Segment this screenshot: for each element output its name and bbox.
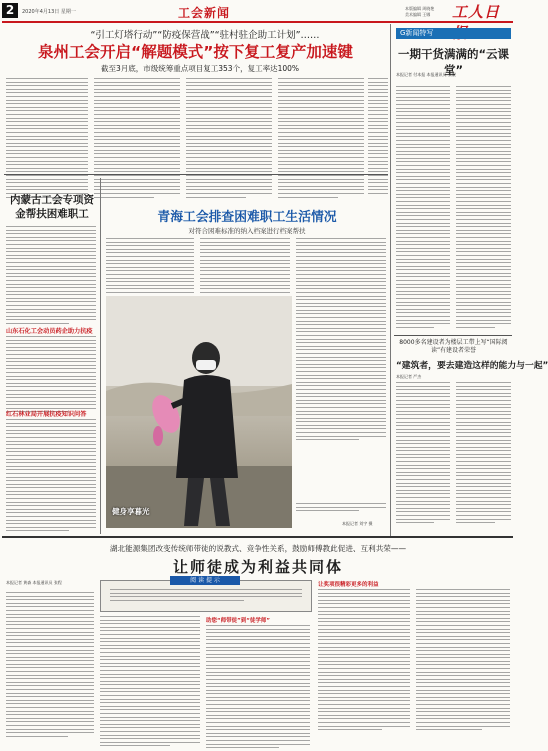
editor-line-2: 美术编辑 王娜: [405, 12, 431, 17]
feature-body-3: [296, 238, 386, 443]
photo-caption-body: [296, 503, 386, 514]
bottom-body-4: [318, 589, 410, 733]
page-number: 2: [5, 3, 15, 17]
bottom-byline: 本报记者 黄森 本报通讯员 张程: [6, 580, 62, 585]
sidebar-divider: [390, 24, 391, 536]
feature-subhead: 对符合困难标准的纳入档案进行档案帮扶: [188, 227, 306, 235]
lead-headline: 泉州工会开启“解题模式”按下复工复产加速键: [38, 43, 353, 61]
sidebar-sub-headline: “建筑者，要去建造这样的能力与一起”: [396, 361, 548, 371]
lead-kicker: “引工灯塔行动”“防疫保营战”“驻村驻企助工计划”……: [90, 30, 320, 41]
masthead-rule: [2, 21, 513, 23]
left-column-divider: [100, 178, 101, 534]
bottom-right-title: 让奖项很精彩更多的利益: [318, 582, 379, 588]
lead-body-col-5: [368, 78, 388, 197]
sidebar-sub-title: 8000多名建设者为楼层工带上写“国际阅读”有建设者荣誉: [399, 339, 508, 354]
feature-photo: [106, 296, 292, 528]
editor-line-1: 本版编辑 周晓艳: [405, 6, 435, 11]
lead-body-col-2: [94, 78, 180, 200]
bottom-headline: 让师徒成为利益共同体: [172, 558, 343, 576]
sidebar-byline: 本报记者 付本报 本报通讯员 张毅: [396, 72, 456, 77]
bottom-body-5: [416, 589, 510, 733]
sidebar-body-1: [396, 86, 450, 330]
sidebar-sub-byline: 本报记者 严杰: [396, 374, 422, 379]
brief3-title: 红石林业局开展抗疫知识问答: [6, 411, 87, 418]
reading-tips-title: 阅 读 提 示: [170, 576, 240, 585]
photo-scene: [106, 296, 292, 528]
photo-caption: 健身享暮光: [112, 507, 150, 516]
brief2-title: 山东石化工会动员药企助力抗疫: [6, 328, 93, 335]
left-column-rule: [4, 174, 388, 175]
sidebar-sub-rule: [394, 335, 512, 336]
feature-headline: 青海工会排查困难职工生活情况: [157, 210, 337, 225]
sidebar-body-2: [456, 86, 511, 330]
sidebar-badge: G新闻特写: [396, 28, 511, 39]
brief2-body: [6, 336, 96, 415]
lead-body-col-4: [278, 78, 364, 200]
sidebar-sub-body-1: [396, 382, 450, 526]
bottom-body-1: [6, 592, 94, 739]
lead-body-col-3: [186, 78, 272, 200]
bottom-top-rule: [2, 536, 513, 538]
paper-logo: 工人日: [452, 3, 501, 21]
bottom-mid-title: 助您“师带徒”到“徒学师”: [206, 618, 270, 624]
bottom-body-3: [206, 625, 310, 751]
sidebar-sub-body-2: [456, 382, 511, 526]
lead-body-col-1: [6, 78, 88, 200]
brief3-body: [6, 419, 96, 534]
date-line: 2020年4月13日 星期一: [22, 9, 76, 15]
photo-credit: 本报记者 刘宇 摄: [342, 521, 373, 526]
section-title: 工会新闻: [178, 6, 231, 20]
lead-subhead: 截至3月底，市级统筹重点项目复工353个，复工率达100%: [100, 64, 300, 73]
brief1-title: 内蒙古工会专项资金帮扶困难职工: [10, 194, 94, 220]
sidebar-headline: 一期干货满满的“云课堂”: [397, 47, 510, 77]
bottom-body-2: [100, 616, 200, 749]
bottom-kicker: 湖北能源集团改变传统师带徒的说教式、竞争性关系，鼓励师傅教此促进、互利共荣——: [109, 544, 407, 553]
brief1-body: [6, 226, 96, 327]
reading-tips-body: [110, 589, 302, 603]
